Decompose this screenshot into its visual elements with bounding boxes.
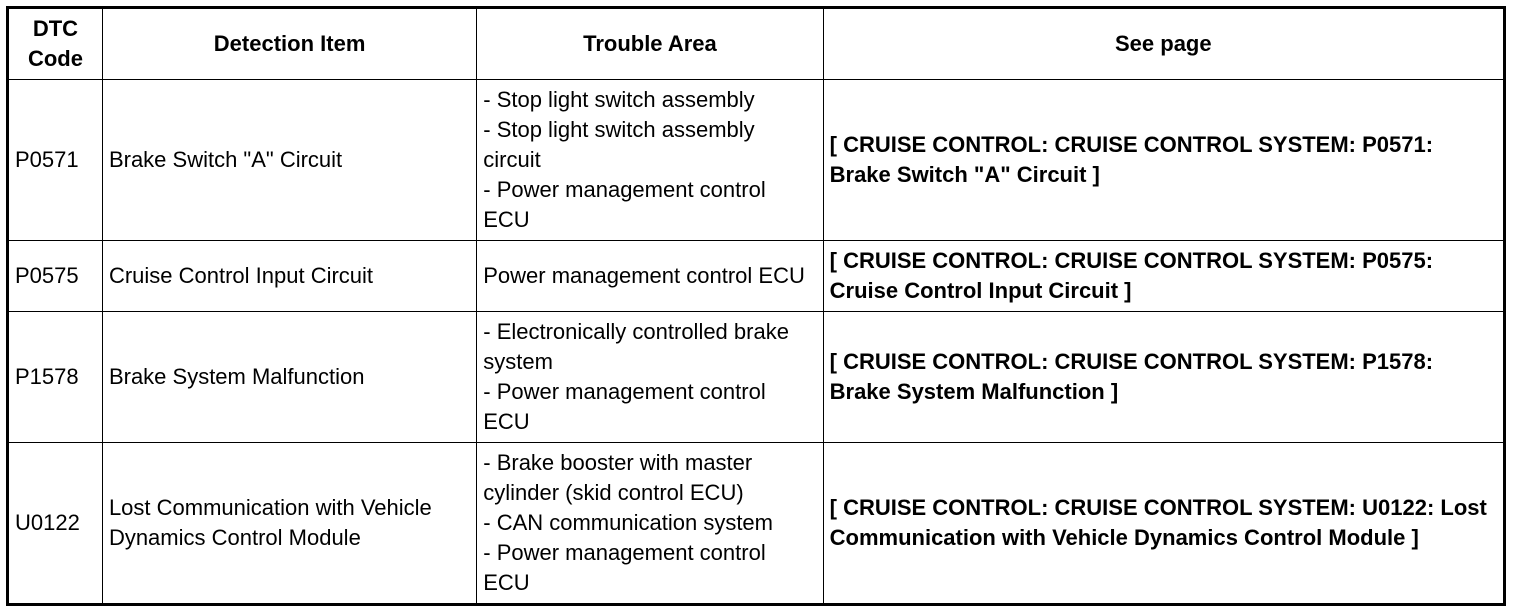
dtc-code-cell: U0122	[8, 443, 103, 605]
dtc-code-cell: P1578	[8, 312, 103, 443]
see-page-link[interactable]: [ CRUISE CONTROL: CRUISE CONTROL SYSTEM: U0122: Lost Communication with Vehicle Dynamics Control Module ]	[823, 443, 1504, 605]
trouble-area-cell	[477, 241, 823, 312]
trouble-area-line: - Stop light switch assembly circuit	[483, 117, 755, 172]
detection-item-cell: Cruise Control Input Circuit	[102, 241, 476, 312]
detection-item-cell: Brake System Malfunction	[102, 312, 476, 443]
trouble-area-cell	[477, 312, 823, 443]
dtc-table	[6, 6, 1506, 606]
trouble-area-line: - CAN communication system	[483, 510, 773, 535]
trouble-area-line: - Power management control ECU	[483, 379, 766, 434]
detection-item-cell: Lost Communication with Vehicle Dynamics Control Module	[102, 443, 476, 605]
trouble-area-line: Power management control ECU	[483, 263, 805, 288]
table-row	[8, 312, 1505, 443]
see-page-link[interactable]: [ CRUISE CONTROL: CRUISE CONTROL SYSTEM: P1578: Brake System Malfunction ]	[823, 312, 1504, 443]
dtc-code-cell: P0575	[8, 241, 103, 312]
see-page-link[interactable]: [ CRUISE CONTROL: CRUISE CONTROL SYSTEM: P0575: Cruise Control Input Circuit ]	[823, 241, 1504, 312]
trouble-area-line: - Stop light switch assembly	[483, 87, 755, 112]
header-detection-item: Detection Item	[102, 8, 476, 80]
header-dtc-code: DTC Code	[8, 8, 103, 80]
table-row	[8, 241, 1505, 312]
table-row	[8, 443, 1505, 605]
trouble-area-line: - Electronically controlled brake system	[483, 319, 789, 374]
table-row	[8, 80, 1505, 241]
header-row	[8, 8, 1505, 80]
trouble-area-line: - Power management control ECU	[483, 540, 766, 595]
dtc-code-cell: P0571	[8, 80, 103, 241]
trouble-area-cell	[477, 80, 823, 241]
trouble-area-line: - Power management control ECU	[483, 177, 766, 232]
header-trouble-area: Trouble Area	[477, 8, 823, 80]
detection-item-cell: Brake Switch "A" Circuit	[102, 80, 476, 241]
see-page-link[interactable]: [ CRUISE CONTROL: CRUISE CONTROL SYSTEM: P0571: Brake Switch "A" Circuit ]	[823, 80, 1504, 241]
trouble-area-cell	[477, 443, 823, 605]
trouble-area-line: - Brake booster with master cylinder (skid control ECU)	[483, 450, 753, 505]
header-see-page: See page	[823, 8, 1504, 80]
